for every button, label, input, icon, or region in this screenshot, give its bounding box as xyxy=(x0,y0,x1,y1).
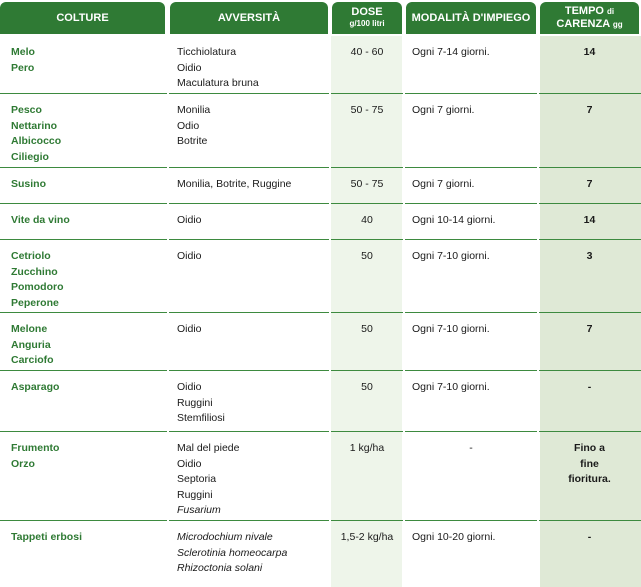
header-dose xyxy=(332,2,402,34)
cell-dose: 40 - 60 xyxy=(350,46,384,58)
cell-colture: Tappeti erbosi xyxy=(11,531,82,543)
cell-avversita: Monilia, Botrite, Ruggine xyxy=(177,178,292,190)
cell-carenza: - xyxy=(587,531,592,543)
cell-avversita: Microdochium nivale Sclerotinia homeocarpa Rhizoctonia solani xyxy=(177,531,288,574)
cell-carenza: Fino a fine fioritura. xyxy=(568,442,611,485)
cell-colture: Cetriolo Zucchino Pomodoro Peperone xyxy=(11,250,64,309)
cell-colture: Melone Anguria Carciofo xyxy=(11,323,54,366)
cell-modalita: Ogni 7 giorni. xyxy=(412,104,475,116)
cell-avversita: Mal del piede Oidio Septoria Ruggini Fusarium xyxy=(177,442,240,516)
table-row xyxy=(0,240,641,313)
cell-dose: 1 kg/ha xyxy=(349,442,385,454)
cell-modalita: Ogni 10-14 giorni. xyxy=(412,214,496,226)
column-divider xyxy=(537,36,539,587)
column-divider xyxy=(329,36,331,587)
cell-carenza: 3 xyxy=(586,250,593,262)
cell-avversita: Monilia Odio Botrite xyxy=(177,104,211,147)
header-colture: COLTURE xyxy=(0,2,165,34)
column-divider xyxy=(403,36,405,587)
header-carenza-di: di xyxy=(607,7,615,16)
cell-carenza: 7 xyxy=(586,323,593,335)
header-carenza-line1 xyxy=(565,5,614,18)
cell-colture: Pesco Nettarino Albicocco Ciliegio xyxy=(11,104,62,163)
header-carenza-gg: gg xyxy=(612,20,623,29)
cell-carenza: 7 xyxy=(586,104,593,116)
table-row xyxy=(0,36,641,94)
cell-dose: 50 - 75 xyxy=(350,178,384,190)
table-row xyxy=(0,371,641,432)
cell-modalita: - xyxy=(469,442,473,454)
cell-modalita: Ogni 7-10 giorni. xyxy=(412,323,490,335)
table-row xyxy=(0,204,641,240)
table-row xyxy=(0,432,641,521)
cell-dose: 50 xyxy=(361,323,373,335)
cell-dose: 50 xyxy=(361,250,373,262)
header-dose-unit: g/100 litri xyxy=(349,19,385,28)
header-carenza-tempo: TEMPO xyxy=(564,5,604,17)
header-carenza xyxy=(540,2,639,34)
cell-colture: Asparago xyxy=(11,381,60,393)
header-dose-title: DOSE xyxy=(351,6,383,18)
cell-dose: 1,5-2 kg/ha xyxy=(340,531,394,543)
cell-avversita: Oidio xyxy=(177,250,202,262)
cell-modalita: Ogni 7-10 giorni. xyxy=(412,250,490,262)
header-carenza-carenza: CARENZA xyxy=(556,18,610,30)
cell-dose: 50 - 75 xyxy=(350,104,384,116)
cell-carenza: - xyxy=(587,381,592,393)
cell-avversita: Oidio xyxy=(177,323,202,335)
table-header xyxy=(0,0,641,36)
table-row xyxy=(0,521,641,587)
header-avversita: AVVERSITÀ xyxy=(170,2,328,34)
table-row xyxy=(0,94,641,168)
cell-modalita: Ogni 7-10 giorni. xyxy=(412,381,490,393)
cell-carenza: 14 xyxy=(583,46,596,58)
cell-modalita: Ogni 7-14 giorni. xyxy=(412,46,490,58)
cell-carenza: 14 xyxy=(583,214,596,226)
column-divider xyxy=(167,36,169,587)
cell-avversita: Oidio Ruggini Stemfiliosi xyxy=(177,381,225,424)
cell-modalita: Ogni 7 giorni. xyxy=(412,178,475,190)
table-row xyxy=(0,168,641,204)
cell-avversita: Oidio xyxy=(177,214,202,226)
cell-carenza: 7 xyxy=(586,178,593,190)
cell-modalita: Ogni 10-20 giorni. xyxy=(412,531,496,543)
table-row xyxy=(0,313,641,371)
header-modalita: MODALITÀ D'IMPIEGO xyxy=(406,2,536,34)
cell-colture: Vite da vino xyxy=(11,214,70,226)
cell-colture: Frumento Orzo xyxy=(11,442,60,470)
cell-dose: 50 xyxy=(361,381,373,393)
cell-avversita: Ticchiolatura Oidio Maculatura bruna xyxy=(177,46,259,89)
cell-colture: Susino xyxy=(11,178,47,190)
cell-dose: 40 xyxy=(361,214,373,226)
header-carenza-line2 xyxy=(556,18,622,31)
cell-colture: Melo Pero xyxy=(11,46,35,74)
